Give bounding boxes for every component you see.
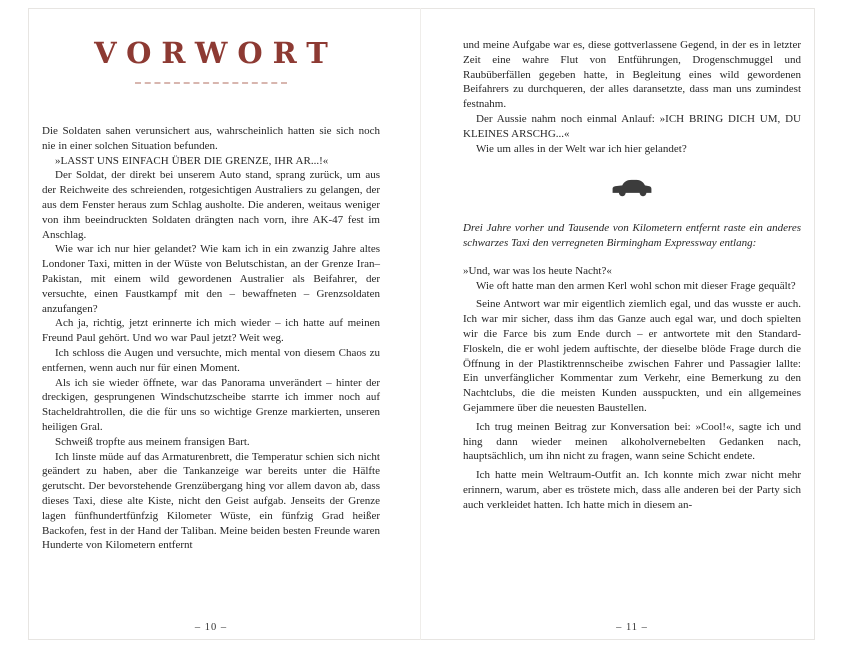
left-page xyxy=(42,0,380,648)
paragraph: und meine Aufgabe war es, diese gottverlassene Gegend, in der es in letzter Zeit eine wahre Flut von Entführungen, Drogenschmuggel und Raubüberfällen gegeben hatte, in Begleitung eines wild gewordenen Beifahrers zu durchqueren, der alles daransetzte, dass man uns zumindest festnahm. xyxy=(463,39,801,111)
paragraph: Ich trug meinen Beitrag zur Konversation bei: »Cool!«, sagte ich und hing dann wieder meinen alkoholvernebelten Gedanken nach, hauptsächlich, um ihn nicht zu fragen, wann seine Schicht endete. xyxy=(463,420,801,463)
taxi-icon xyxy=(610,176,654,198)
chapter-title: VORWORT xyxy=(94,36,338,70)
page-number-left: – 10 – xyxy=(194,622,228,633)
paragraph: »LASST UNS EINFACH ÜBER DIE GRENZE, IHR AR...!« xyxy=(55,154,329,167)
paragraph: Ich schloss die Augen und versuchte, mich mental von diesem Chaos zu entfernen, wenn auch nur für einen Moment. xyxy=(42,346,380,374)
paragraph: Der Soldat, der direkt bei unserem Auto stand, sprang zurück, um aus der Reichweite des schreienden, rotgesichtigen Australiers zu gelangen, der aus dem Fenster heraus zum Schlag ausholte. Die anderen, weitaus weniger von ihm beeindruckten Soldaten drängten nach vorn, ihre AK-47 fest im Anschlag. xyxy=(42,169,380,241)
scene-intro: Drei Jahre vorher und Tausende von Kilometern entfernt raste ein anderes schwarzes Taxi den verregneten Birmingham Expressway entlang: xyxy=(463,222,801,249)
paragraph: Der Aussie nahm noch einmal Anlauf: »ICH BRING DICH UM, DU KLEINES ARSCHG...« xyxy=(463,112,801,140)
paragraph: Als ich sie wieder öffnete, war das Panorama unverändert – hinter der dreckigen, gesprungenen Windschutzscheibe starrte ich immer noch auf Stacheldrahtrollen, die die für uns so wichtige Grenze markierten, unseren heiligen Gral. xyxy=(42,376,380,433)
right-page xyxy=(463,0,801,648)
paragraph: Wie um alles in der Welt war ich hier gelandet? xyxy=(476,142,687,155)
paragraph: Ich hatte mein Weltraum-Outfit an. Ich konnte mich zwar nicht mehr erinnern, warum, aber es tröstete mich, dass alle anderen bei der Party sich auch verkleidet hatten. Ich hatte mich in diesem an- xyxy=(463,469,801,511)
paragraph: Wie war ich nur hier gelandet? Wie kam ich in ein zwanzig Jahre altes Londoner Taxi, mitten in der Wüste von Belutschistan, an der Grenze Iran–Pakistan, mit einem wild gewordenen Australier als Beifahrer, der versuchte, einen Faustkampf mit den – bewaffneten – Grenzsoldaten anzufangen? xyxy=(42,243,380,315)
paragraph: Ach ja, richtig, jetzt erinnerte ich mich wieder – ich hatte auf meinen Freund Paul gehört. Und wo war Paul jetzt? Weit weg. xyxy=(42,317,380,345)
paragraph: Seine Antwort war mir eigentlich ziemlich egal, und das wusste er auch. Ich war mir sicher, dass ihm das Ganze auch egal war, und doch spielten wir die Farce bis zum Ende durch – er antwortete mit den Standard-Floskeln, die er wohl jedem auftischte, der dieselbe blöde Frage durch die Öffnung in der Plastiktrennscheibe zwischen Fahrer und Passagier lallte: Ein unverfänglicher Kommentar zum Verkehr, eine Bemerkung zu den Nachtclubs, die die meisten Kunden ausspuckten, und ein allgemeines Gejammere über die neuesten Baustellen. xyxy=(463,298,801,414)
paragraph: Die Soldaten sahen verunsichert aus, wahrscheinlich hatten sie sich noch nie in einer solchen Situation befunden. xyxy=(42,125,380,152)
right-page-text xyxy=(463,38,801,513)
left-page-text xyxy=(42,124,380,553)
section-break xyxy=(463,176,801,203)
paragraph: Wie oft hatte man den armen Kerl wohl schon mit dieser Frage gequält? xyxy=(476,279,796,292)
paragraph: Schweiß tropfte aus meinem fransigen Bart. xyxy=(55,435,250,448)
paragraph: »Und, war was los heute Nacht?« xyxy=(463,264,612,277)
title-divider-dashes xyxy=(135,82,287,84)
page-gutter xyxy=(420,8,421,640)
page-number-right: – 11 – xyxy=(616,622,648,633)
paragraph: Ich linste müde auf das Armaturenbrett, die Temperatur schien sich nicht geändert zu haben, aber die Tankanzeige war bereits unter die Hälfte gerutscht. Der bevorstehende Grenzübergang hing vor allem davon ab, dass dieses Taxi, diese alte Kiste, nicht den Geist aufgab. Jenseits der Grenze lagen fünfhundertfünfzig Kilometer Wüste, ein fünfzig Grad heißer Backofen, fest in der Hand der Taliban. Meine beiden besten Freunde waren Hunderte von Kilometern entfernt xyxy=(42,450,380,552)
